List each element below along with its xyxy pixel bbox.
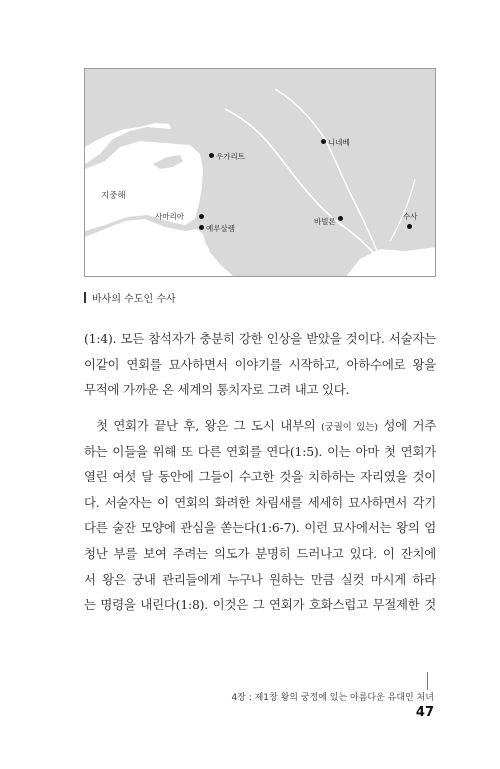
city-dot-jerusalem [199, 225, 204, 230]
map-label-samaria: 사마리아 [155, 212, 184, 221]
paragraph-1-line: (1:4). 모든 참석자가 충분히 강한 인상을 받았을 것이다. 서술자는 [84, 331, 436, 346]
map-figure [84, 68, 436, 277]
caption-bar [84, 292, 86, 303]
paragraph-2-line1-start: 첫 연회가 끝난 후, 왕은 그 도시 내부의 [96, 418, 316, 433]
paragraph-2-line: 하는 이들을 위해 또 다른 연회를 연다(1:5). 이는 아마 첫 연회가 [84, 443, 436, 459]
running-head: 4장 : 제1창 왕의 궁정에 있는 아름다운 유대인 처녀 [231, 693, 434, 703]
figure-caption [84, 291, 176, 303]
paragraph-2-line: 열린 여섯 달 동안에 그들이 수고한 것을 치하하는 자리였을 것이 [84, 469, 436, 485]
caption-text: 바사의 수도인 수사 [92, 293, 176, 305]
page-number: 47 [415, 705, 434, 720]
map-label-jerusalem: 예루살렘 [206, 224, 235, 233]
city-dot-samaria [199, 214, 204, 219]
city-dot-babylon [338, 216, 343, 221]
map-label-nineveh: 니네베 [328, 138, 350, 147]
paragraph-2-line: 청난 부를 보여 주려는 의도가 분명히 드러나고 있다. 이 잔치에 [84, 545, 436, 561]
paragraph-1 [84, 326, 436, 403]
paragraph-2-line [84, 413, 436, 439]
paragraph-1-line: 이같이 연회를 묘사하면서 이야기를 시작하고, 아하수에로 왕을 [84, 356, 436, 372]
map-label-mediterranean: 지중해 [101, 191, 126, 201]
map-label-babylon: 바빌론 [314, 217, 336, 226]
footer-rule [427, 672, 428, 690]
map-label-susa: 수사 [403, 212, 418, 221]
map-drawing [85, 69, 436, 277]
paragraph-2-line: 다른 술잔 모양에 관심을 쏟는다(1:6-7). 이런 묘사에서는 왕의 엄 [84, 520, 436, 536]
paragraph-2-line: 서 왕은 궁내 관리들에게 누구나 원하는 만큼 실컷 마시게 하라 [84, 571, 436, 587]
city-dot-ugarit [209, 153, 214, 158]
paragraph-2-line1-end: 성에 거주 [377, 418, 436, 433]
paragraph-2-annotation: (궁궐이 있는) [321, 422, 378, 433]
paragraph-2-line: 는 명령을 내린다(1:8). 이것은 그 연회가 호화스럽고 무절제한 것 [84, 597, 436, 613]
paragraph-2 [84, 413, 436, 618]
paragraph-2-line: 다. 서술자는 이 연회의 화려한 차림새를 세세히 묘사하면서 각기 [84, 494, 436, 510]
city-dot-nineveh [321, 139, 326, 144]
city-dot-susa [407, 224, 412, 229]
paragraph-1-line: 무적에 가까운 온 세계의 통치자로 그려 내고 있다. [84, 382, 350, 398]
map-label-ugarit: 우가리트 [216, 152, 245, 161]
